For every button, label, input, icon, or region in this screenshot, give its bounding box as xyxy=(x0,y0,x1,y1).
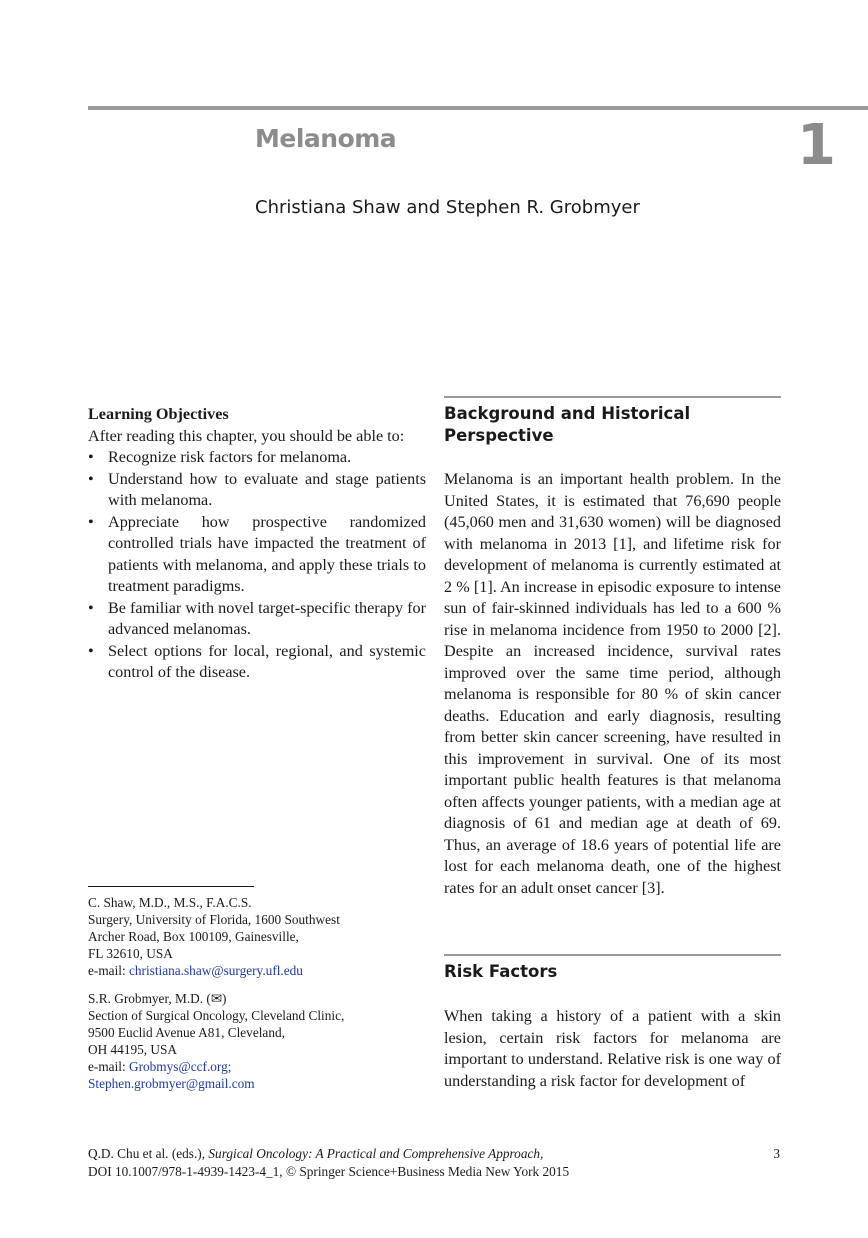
page-footer xyxy=(88,1145,780,1181)
affiliation-line: FL 32610, USA xyxy=(88,946,173,961)
section-heading xyxy=(444,403,781,447)
background-body xyxy=(444,469,781,899)
affiliation-line: Surgery, University of Florida, 1600 Southwest xyxy=(88,912,340,927)
authors: Christiana Shaw and Stephen R. Grobmyer xyxy=(255,197,640,218)
email-prefix: e-mail: xyxy=(88,963,129,978)
email-link[interactable]: Grobmys@ccf.org; xyxy=(128,1059,232,1074)
affiliation-line: OH 44195, USA xyxy=(88,1042,178,1057)
affiliation-line: 9500 Euclid Avenue A81, Cleveland, xyxy=(88,1025,285,1040)
heading-line: Perspective xyxy=(444,426,554,445)
email-line xyxy=(88,962,428,979)
list-item: • Be familiar with novel target-specific therapy for advanced melanomas. xyxy=(88,598,426,641)
section-rule xyxy=(444,954,781,956)
email-line xyxy=(88,1058,428,1075)
email-link[interactable]: Stephen.grobmyer@gmail.com xyxy=(88,1076,255,1091)
list-item: • Recognize risk factors for melanoma. xyxy=(88,447,426,469)
body-paragraph: Melanoma is an important health problem. In the United States, it is estimated that 76,690 people (45,060 men and 31,630 women) will be diagnosed with melanoma in 2013 [1], and lifetime risk for development of melanoma is currently estimated at 2 % [1]. An increase in episodic exposure to intense sun of fair-skinned individuals has led to a 600 % rise in melanoma incidence from 1950 to 2000 [2]. Despite an increased incidence, survival rates improved over the same time period, although melanoma is responsible for 80 % of skin cancer deaths. Education and early diagnosis, resulting from better skin cancer screening, have resulted in this improvement in survival. One of its most important public health features is that melanoma often affects younger patients, with a median age at diagnosis of 61 and median age at death of 69. Thus, an average of 18.6 years of potential life are lost for each melanoma death, one of the highest rates for an adult onset cancer [3]. xyxy=(444,470,781,897)
doi-line: DOI 10.1007/978-1-4939-1423-4_1, © Springer Science+Business Media New York 2015 xyxy=(88,1164,570,1179)
chapter-title: Melanoma xyxy=(255,124,397,153)
list-item: • Appreciate how prospective randomized controlled trials have impacted the treatment of patients with melanoma, and apply these trials to treatment paradigms. xyxy=(88,512,426,598)
affiliation-grobmyer xyxy=(88,990,428,1092)
top-rule xyxy=(88,106,868,110)
footnote-rule xyxy=(88,886,254,887)
learning-objectives-title: Learning Objectives xyxy=(88,405,229,423)
book-title: Surgical Oncology: A Practical and Comprehensive Approach, xyxy=(208,1146,544,1161)
learning-objectives xyxy=(88,404,426,684)
affiliation-line: Archer Road, Box 100109, Gainesville, xyxy=(88,929,299,944)
citation-line xyxy=(88,1145,780,1163)
learning-objectives-list xyxy=(88,447,426,684)
section-heading: Risk Factors xyxy=(444,962,558,981)
section-background xyxy=(444,403,781,447)
section-risk-factors xyxy=(444,961,781,983)
heading-line: Background and Historical xyxy=(444,404,691,423)
affiliation-line: C. Shaw, M.D., M.S., F.A.C.S. xyxy=(88,895,252,910)
learning-objectives-intro: After reading this chapter, you should be able to: xyxy=(88,426,405,445)
citation-prefix: Q.D. Chu et al. (eds.), xyxy=(88,1146,209,1161)
chapter-number: 1 xyxy=(797,113,836,178)
list-item: • Understand how to evaluate and stage patients with melanoma. xyxy=(88,469,426,512)
affiliation-line: S.R. Grobmyer, M.D. (✉) xyxy=(88,991,227,1006)
body-paragraph: When taking a history of a patient with a skin lesion, certain risk factors for melanoma are important to understand. Relative risk is one way of understanding a risk factor for development of xyxy=(444,1007,781,1090)
section-rule xyxy=(444,396,781,398)
page-number: 3 xyxy=(773,1146,780,1161)
email-prefix: e-mail: xyxy=(88,1059,129,1074)
risk-factors-body xyxy=(444,1006,781,1092)
email-link[interactable]: christiana.shaw@surgery.ufl.edu xyxy=(128,963,303,978)
affiliation-shaw xyxy=(88,894,428,979)
email-line xyxy=(88,1075,428,1092)
list-item: • Select options for local, regional, and systemic control of the disease. xyxy=(88,641,426,684)
affiliation-line: Section of Surgical Oncology, Cleveland Clinic, xyxy=(88,1008,345,1023)
